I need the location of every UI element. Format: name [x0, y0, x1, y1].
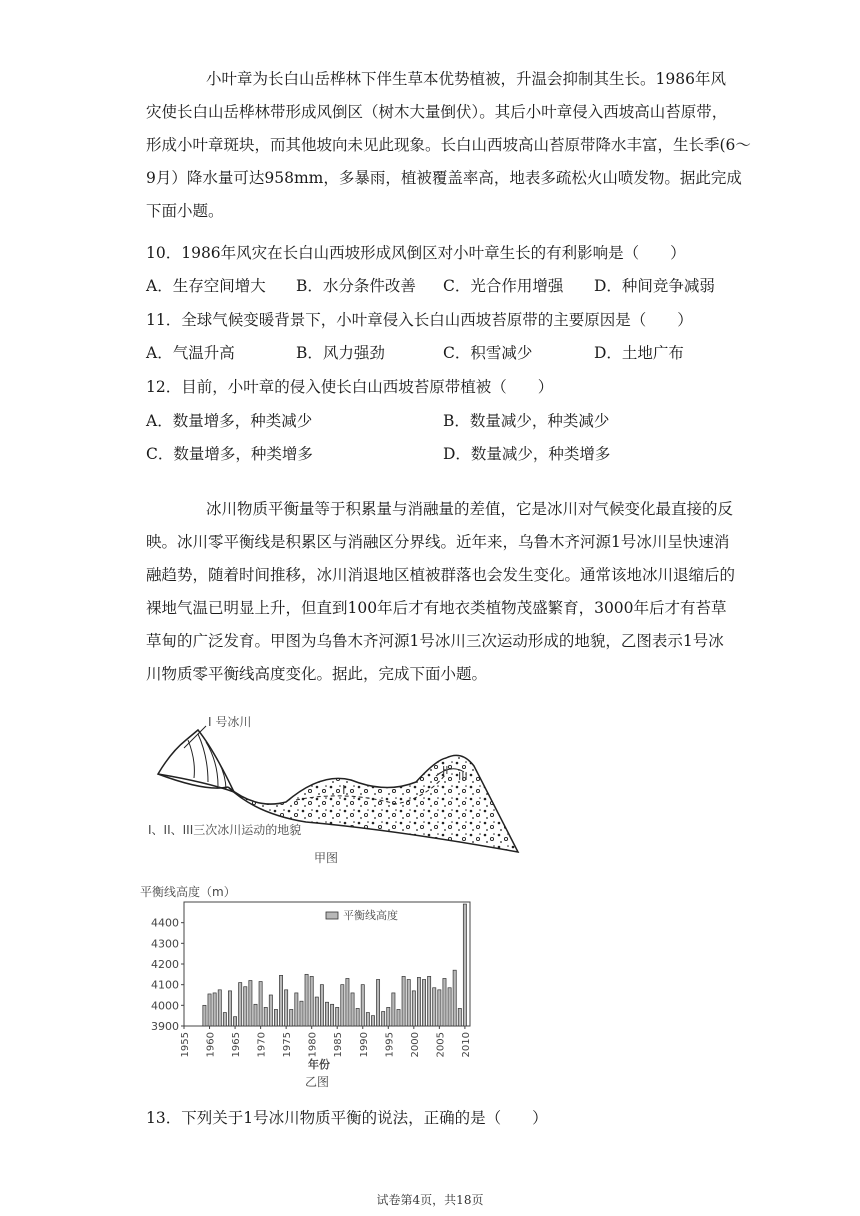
bar [361, 985, 364, 1026]
x-tick-label: 1980 [307, 1032, 319, 1058]
bar [315, 997, 318, 1026]
bar [366, 1013, 369, 1026]
bar [336, 1007, 339, 1026]
passage-2-line: 映。冰川零平衡线是积累区与消融区分界线。近年来，乌鲁木齐河源1号冰川呈快速消 [146, 533, 730, 551]
figure-jia-title: 甲图 [314, 851, 339, 865]
chart-x-axis-label: 年份 [308, 1058, 330, 1071]
bar [341, 985, 344, 1026]
y-tick-label: 3900 [151, 1020, 179, 1033]
bar [392, 993, 395, 1026]
figure-jia-note: I、II、III三次冰川运动的地貌 [148, 823, 302, 837]
bar [203, 1005, 206, 1026]
bar [438, 990, 441, 1026]
passage-1-line: 灾使长白山岳桦林带形成风倒区（树木大量倒伏）。其后小叶章侵入西坡高山苔原带， [146, 103, 728, 121]
y-tick-label: 4000 [151, 999, 179, 1013]
q10-option-b: B．水分条件改善 [296, 277, 416, 295]
bar [239, 983, 242, 1026]
q10-option-c: C．光合作用增强 [443, 277, 564, 295]
x-tick-label: 1955 [180, 1032, 191, 1058]
chart-y-axis-label: 平衡线高度（m） [140, 885, 236, 899]
y-tick-label: 4100 [151, 978, 179, 992]
x-tick-label: 1995 [384, 1032, 396, 1058]
x-tick-label: 1965 [231, 1032, 243, 1058]
landform-label-1: I [342, 783, 346, 797]
passage-2-line: 融趋势，随着时间推移，冰川消退地区植被群落也会发生变化。通常该地冰川退缩后的 [146, 566, 736, 584]
x-tick-label: 1985 [333, 1032, 345, 1058]
bar [443, 978, 446, 1026]
bar [346, 978, 349, 1026]
question-13-stem: 13．下列关于1号冰川物质平衡的说法，正确的是（ ） [146, 1109, 548, 1127]
bar [244, 987, 247, 1026]
legend-label: 平衡线高度 [343, 909, 398, 922]
y-tick-label: 4200 [151, 958, 179, 971]
x-tick-label: 1975 [282, 1032, 294, 1058]
legend-swatch [326, 912, 338, 919]
moraine-deposit [228, 755, 518, 852]
bar [463, 904, 466, 1026]
x-tick-label: 2010 [460, 1032, 472, 1058]
bar [325, 1002, 328, 1026]
bar [223, 1013, 226, 1026]
q11-option-c: C．积雪减少 [443, 344, 533, 362]
passage-1-line: 下面小题。 [146, 202, 224, 220]
bar [310, 976, 313, 1026]
q10-option-d: D．种间竞争减弱 [594, 277, 715, 295]
passage-2 [146, 493, 736, 691]
figure-yi-bar-chart [140, 884, 480, 1090]
bar [428, 976, 431, 1026]
question-12-stem: 12．目前，小叶章的侵入使长白山西坡苔原带植被（ ） [146, 378, 554, 396]
bar [453, 970, 456, 1026]
bar [274, 1009, 277, 1026]
q12-option-b: B．数量减少，种类减少 [443, 412, 610, 430]
passage-2-line: 川物质零平衡线高度变化。据此，完成下面小题。 [146, 665, 488, 683]
bar [412, 991, 415, 1026]
q12-option-c: C．数量增多，种类增多 [146, 445, 313, 463]
glacier-label: I 号冰川 [208, 715, 252, 729]
y-tick-label: 4300 [151, 937, 179, 951]
bar [300, 1001, 303, 1026]
question-11-stem: 11．全球气候变暖背景下，小叶章侵入长白山西坡苔原带的主要原因是（ ） [146, 311, 693, 329]
bar [208, 994, 211, 1026]
passage-2-line: 冰川物质平衡量等于积累量与消融量的差值，它是冰川对气候变化最直接的反 [206, 500, 734, 518]
bar [320, 985, 323, 1026]
bar [371, 1016, 374, 1026]
chart-legend [326, 908, 398, 922]
figure-jia-landform-diagram [146, 712, 526, 872]
passage-2-line: 裸地气温已明显上升，但直到100年后才有地衣类植物茂盛繁育，3000年后才有苔草 [146, 599, 727, 617]
bar [402, 976, 405, 1026]
q11-option-a: A．气温升高 [146, 344, 235, 362]
bar [356, 1008, 359, 1026]
question-10-stem: 10．1986年风灾在长白山西坡形成风倒区对小叶章生长的有利影响是（ ） [146, 244, 686, 262]
passage-2-line: 草甸的广泛发育。甲图为乌鲁木齐河源1号冰川三次运动形成的地貌，乙图表示1号冰 [146, 632, 724, 650]
bar [290, 1009, 293, 1026]
bar [417, 977, 420, 1026]
bar [382, 1012, 385, 1026]
q11-option-b: B．风力强劲 [296, 344, 385, 362]
x-tick-label: 2005 [435, 1032, 447, 1058]
bar [433, 988, 436, 1026]
bar [407, 980, 410, 1027]
landform-label-3: III [458, 770, 468, 783]
bar [351, 993, 354, 1026]
bar [279, 975, 282, 1026]
x-tick-label: 2000 [409, 1032, 421, 1058]
x-tick-label: 1970 [256, 1032, 268, 1058]
q12-option-d: D．数量减少，种类增多 [443, 445, 611, 463]
bar [387, 1007, 390, 1026]
glacier-body [158, 730, 234, 792]
bar [285, 990, 288, 1026]
passage-1 [146, 63, 751, 228]
chart-plot-layer [151, 902, 472, 1057]
bar [448, 988, 451, 1026]
passage-1-line: 9月）降水量可达958mm，多暴雨，植被覆盖率高，地表多疏松火山喷发物。据此完成 [146, 169, 742, 187]
bar [422, 980, 425, 1027]
bar [269, 995, 272, 1026]
bar [228, 991, 231, 1026]
bar [376, 980, 379, 1027]
bar [264, 1007, 267, 1026]
y-tick-label: 4400 [151, 916, 179, 930]
q12-option-a: A．数量增多，种类减少 [146, 412, 313, 430]
bar [397, 1009, 400, 1026]
x-tick-label: 1990 [358, 1032, 370, 1058]
passage-1-line: 形成小叶章斑块，而其他坡向未见此现象。长白山西坡高山苔原带降水丰富，生长季(6～ [146, 136, 751, 154]
bar [259, 982, 262, 1026]
landform-label-2: II [442, 764, 449, 777]
bar [305, 974, 308, 1026]
bar [213, 993, 216, 1026]
bar [458, 1008, 461, 1026]
bar [218, 990, 221, 1026]
bar [233, 1017, 236, 1026]
bar [254, 1004, 257, 1026]
x-tick-label: 1960 [205, 1032, 217, 1058]
passage-1-line: 小叶章为长白山岳桦林下伴生草本优势植被，升温会抑制其生长。1986年风 [206, 70, 726, 88]
q10-option-a: A．生存空间增大 [146, 277, 266, 295]
bar [295, 993, 298, 1026]
page-footer: 试卷第4页，共18页 [376, 1193, 484, 1207]
q11-option-d: D．土地广布 [594, 344, 684, 362]
figure-yi-title: 乙图 [305, 1075, 330, 1089]
bar [249, 981, 252, 1026]
bar [331, 1004, 334, 1026]
